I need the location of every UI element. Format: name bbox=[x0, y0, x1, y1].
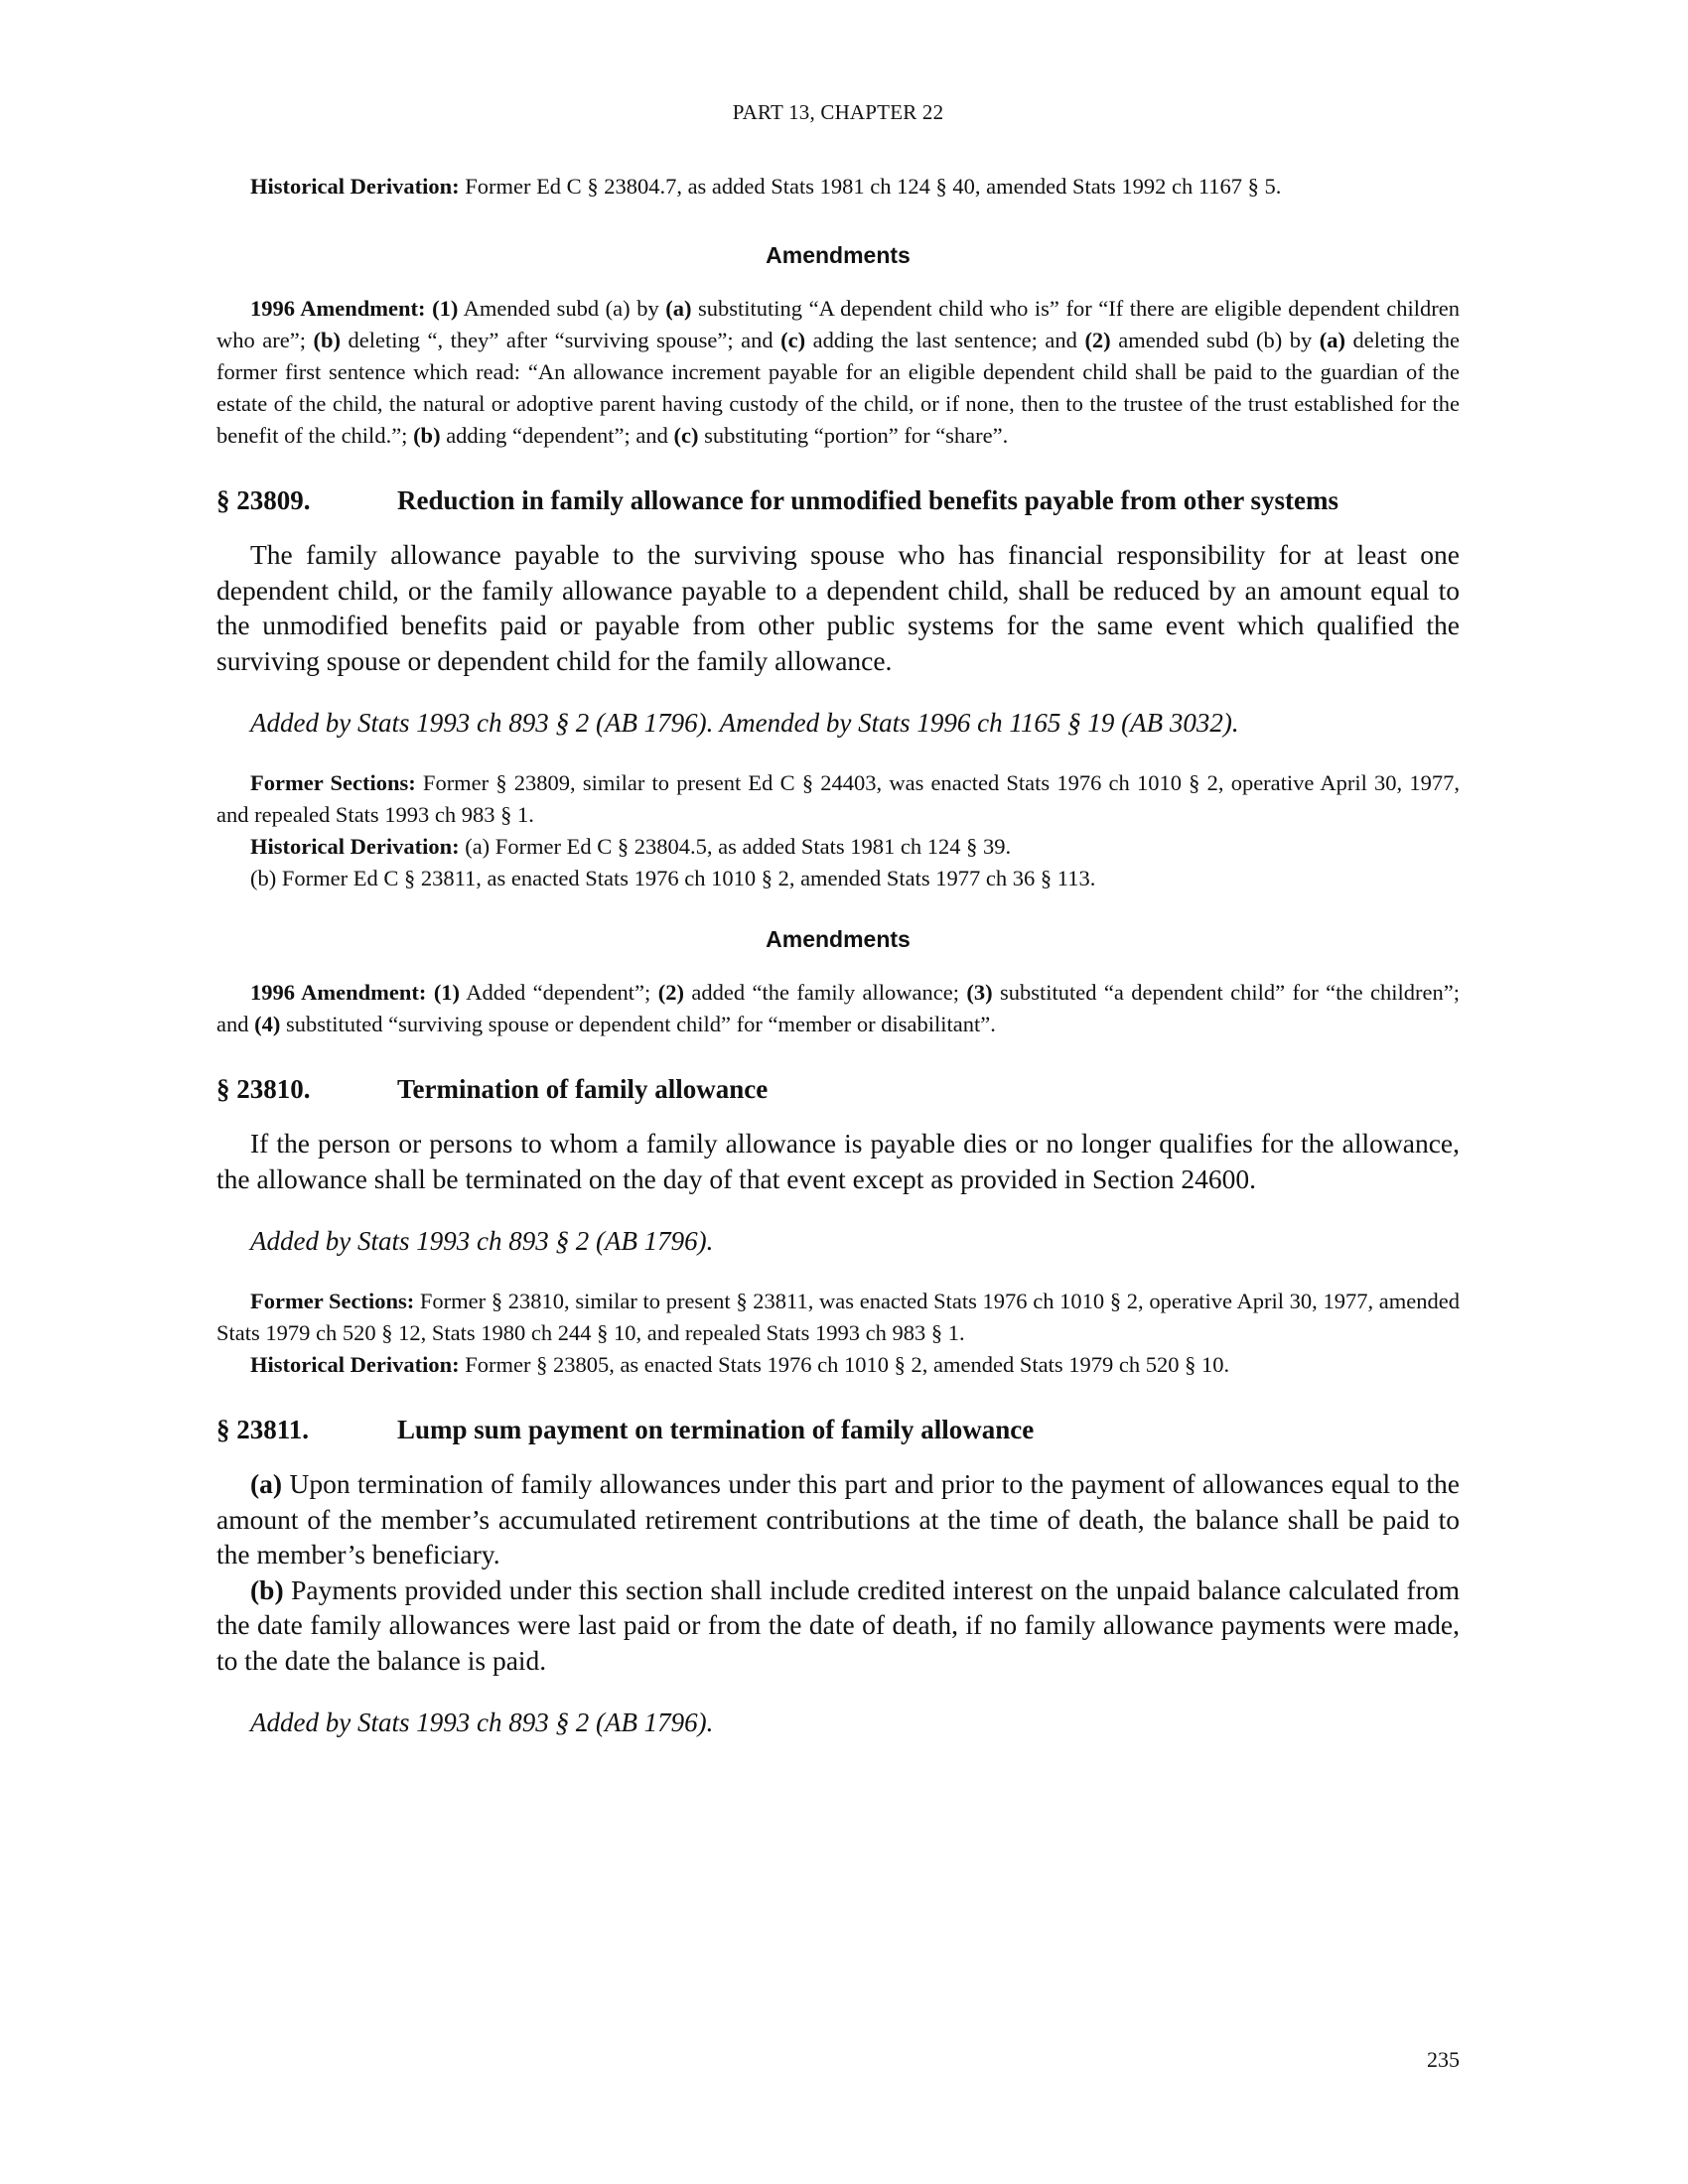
amendment-item-marker: (b) bbox=[413, 423, 441, 448]
former-sections-note bbox=[216, 767, 1460, 831]
note-text: Former § 23805, as enacted Stats 1976 ch 1010 § 2, amended Stats 1979 ch 520 § 10. bbox=[459, 1352, 1230, 1377]
amendment-text: Added “dependent”; bbox=[460, 980, 658, 1005]
document-page bbox=[216, 0, 1460, 2184]
section-heading-23811 bbox=[216, 1413, 1460, 1446]
note-label: Former Sections: bbox=[250, 770, 416, 795]
section-title: Termination of family allowance bbox=[397, 1074, 769, 1104]
amendment-text: substituted “surviving spouse or dependent child” for “member or disabilitant”. bbox=[280, 1012, 996, 1036]
section-heading-23809 bbox=[216, 483, 1460, 517]
section-body: If the person or persons to whom a family allowance is payable dies or no longer qualifies for the allowance, the allowance shall be terminated on the day of that event except as provided in Section 24600. bbox=[216, 1128, 1460, 1194]
amendment-text: adding “dependent”; and bbox=[440, 423, 674, 448]
section-history: Added by Stats 1993 ch 893 § 2 (AB 1796). Amended by Stats 1996 ch 1165 § 19 (AB 3032). bbox=[250, 708, 1239, 738]
section-number: § 23811. bbox=[216, 1415, 310, 1444]
amendment-text: substituting “A dependent child who is” for “If there are eligible dependent children who are”; bbox=[216, 296, 1460, 352]
note-label: Historical Derivation: bbox=[250, 834, 460, 859]
section-title: Lump sum payment on termination of family allowance bbox=[397, 1415, 1035, 1444]
amendment-item-marker: (2) bbox=[657, 980, 684, 1005]
amendment-item-marker: (a) bbox=[665, 296, 692, 321]
section-number: § 23809. bbox=[216, 485, 311, 515]
historical-derivation-note bbox=[216, 171, 1460, 203]
section-body: The family allowance payable to the surviving spouse who has financial responsibility for at least one dependent child, or the family allowance payable to a dependent child, shall be reduced by an amount equal to the unmodified benefits paid or payable from other public systems for the same event which qualified the surviving spouse or dependent child for the family allowance. bbox=[216, 539, 1460, 676]
amendment-text: amended subd (b) by bbox=[1110, 328, 1320, 352]
note-label: Former Sections: bbox=[250, 1289, 415, 1313]
subdivision-a bbox=[216, 1466, 1460, 1572]
note-text: Former § 23810, similar to present § 23811, was enacted Stats 1976 ch 1010 § 2, operative April 30, 1977, amended Stats 1979 ch 520 § 12, Stats 1980 ch 244 § 10, and repealed Stats 1993 ch 983 § 1. bbox=[216, 1289, 1461, 1345]
amendment-item-marker: (c) bbox=[673, 423, 699, 448]
page-content bbox=[216, 171, 1460, 1739]
note-text: Former Ed C § 23804.7, as added Stats 1981 ch 124 § 40, amended Stats 1992 ch 1167 § 5. bbox=[459, 174, 1282, 199]
amendment-text: substituting “portion” for “share”. bbox=[698, 423, 1009, 448]
amendment-text: added “the family allowance; bbox=[683, 980, 967, 1005]
section-title: Reduction in family allowance for unmodified benefits payable from other systems bbox=[397, 485, 1338, 515]
subdivision-b bbox=[216, 1572, 1460, 1679]
amendment-item-marker: (c) bbox=[780, 328, 806, 352]
amendment-note bbox=[216, 293, 1460, 452]
amendments-heading: Amendments bbox=[766, 926, 911, 952]
amendment-item-marker: (1) bbox=[432, 296, 459, 321]
subdivision-label: (a) bbox=[250, 1468, 283, 1499]
section-history: Added by Stats 1993 ch 893 § 2 (AB 1796). bbox=[250, 1226, 714, 1256]
amendment-item-marker: (b) bbox=[313, 328, 341, 352]
amendment-note bbox=[216, 977, 1460, 1040]
note-label: Historical Derivation: bbox=[250, 1352, 460, 1377]
note-text: Former § 23809, similar to present Ed C § 24403, was enacted Stats 1976 ch 1010 § 2, operative April 30, 1977, and repealed Stats 1993 ch 983 § 1. bbox=[216, 770, 1460, 827]
historical-derivation-note-b: (b) Former Ed C § 23811, as enacted Stats 1976 ch 1010 § 2, amended Stats 1977 ch 36 § 113. bbox=[250, 866, 1096, 890]
amendments-heading: Amendments bbox=[766, 242, 911, 268]
amendment-item-marker: (1) bbox=[433, 980, 461, 1005]
note-label: Historical Derivation: bbox=[250, 174, 460, 199]
amendment-item-marker: (4) bbox=[254, 1012, 281, 1036]
amendment-item-marker: (2) bbox=[1084, 328, 1111, 352]
section-number: § 23810. bbox=[216, 1074, 311, 1104]
amendment-label: 1996 Amendment: bbox=[250, 980, 427, 1005]
running-head: PART 13, CHAPTER 22 bbox=[732, 100, 944, 124]
subdivision-text: Payments provided under this section shall include credited interest on the unpaid balance calculated from the date family allowances were last paid or from the date of death, if no family allowance payments were made, to the date the balance is paid. bbox=[216, 1573, 1460, 1676]
note-text: (a) Former Ed C § 23804.5, as added Stats 1981 ch 124 § 39. bbox=[459, 834, 1012, 859]
amendment-text: deleting “, they” after “surviving spouse”; and bbox=[341, 328, 781, 352]
amendment-text: deleting the former first sentence which read: “An allowance increment payable for an eligible dependent child shall be paid to the guardian of the estate of the child, the natural or adoptive parent having custody of the child, or if none, then to the trustee of the trust established for the benefit of the child.”; bbox=[216, 328, 1461, 448]
section-history: Added by Stats 1993 ch 893 § 2 (AB 1796). bbox=[250, 1707, 714, 1737]
former-sections-note bbox=[216, 1286, 1460, 1349]
historical-derivation-note bbox=[216, 1349, 1460, 1381]
amendment-text: adding the last sentence; and bbox=[805, 328, 1085, 352]
historical-derivation-note bbox=[216, 831, 1460, 863]
subdivision-text: Upon termination of family allowances under this part and prior to the payment of allowances equal to the amount of the member’s accumulated retirement contributions at the time of death, the balance shall be paid to the member’s beneficiary. bbox=[216, 1468, 1460, 1570]
amendment-item-marker: (a) bbox=[1319, 328, 1345, 352]
amendment-text: substituted “a dependent child” for “the children”; and bbox=[216, 980, 1460, 1036]
page-number: 235 bbox=[1427, 2047, 1460, 2072]
amendment-item-marker: (3) bbox=[966, 980, 993, 1005]
amendment-label: 1996 Amendment: bbox=[250, 296, 426, 321]
section-heading-23810 bbox=[216, 1072, 1460, 1106]
subdivision-label: (b) bbox=[250, 1573, 284, 1605]
amendment-text: Amended subd (a) by bbox=[458, 296, 666, 321]
